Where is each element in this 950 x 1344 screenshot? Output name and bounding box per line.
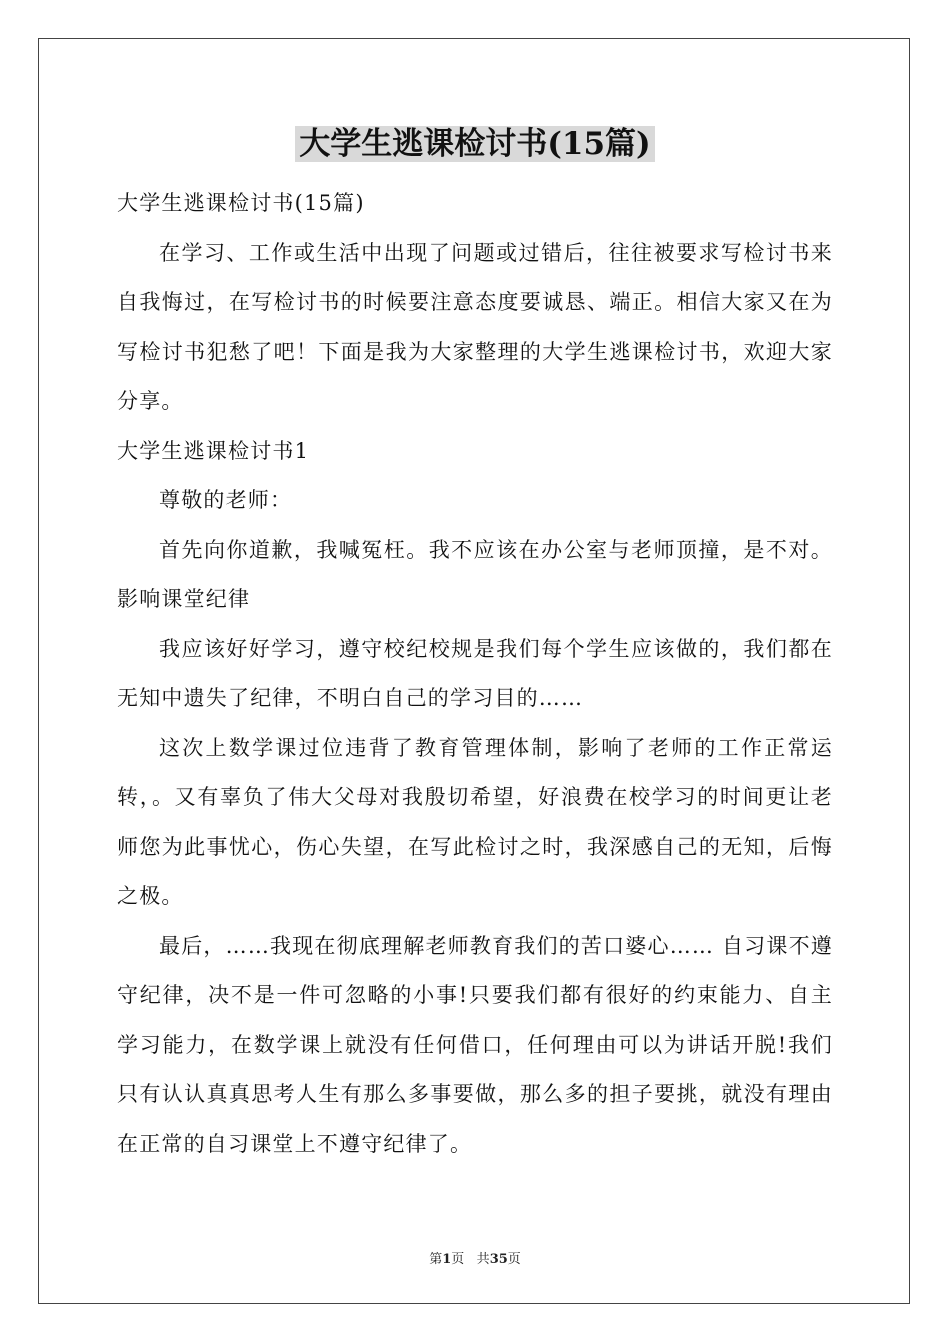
page-number: 1 (442, 1252, 452, 1267)
paragraph: 最后，……我现在彻底理解老师教育我们的苦口婆心…… 自习课不遵守纪律，决不是一件可忽略的小事!只要我们都有很好的约束能力、自主学习能力，在数学课上就没有任何借口，任何理由可以为讲话开脱!我们只有认认真真思考人生有那么多事要做，那么多的担子要挑，就没有理由在正常的自习课堂上不遵守纪律了。 (117, 933, 833, 1156)
paragraph: 尊敬的老师： (159, 488, 293, 512)
page-footer (0, 1248, 950, 1267)
total-pages: 35 (489, 1252, 508, 1267)
page-prefix: 第 (429, 1252, 443, 1267)
document-title (0, 124, 950, 164)
page-suffix: 页 (451, 1252, 465, 1267)
total-prefix: 共 (476, 1252, 490, 1267)
document-body (117, 179, 833, 1169)
paragraph: 首先向你道歉，我喊冤枉。我不应该在办公室与老师顶撞，是不对。影响课堂纪律 (117, 537, 833, 611)
total-suffix: 页 (507, 1252, 521, 1267)
paragraph: 在学习、工作或生活中出现了问题或过错后，往往被要求写检讨书来自我悔过，在写检讨书的时候要注意态度要诚恳、端正。相信大家又在为写检讨书犯愁了吧！下面是我为大家整理的大学生逃课检讨书，欢迎大家分享。 (117, 240, 833, 413)
document-title-text: 大学生逃课检讨书(15篇) (295, 126, 654, 162)
paragraph: 大学生逃课检讨书1 (117, 438, 310, 463)
paragraph: 这次上数学课过位违背了教育管理体制，影响了老师的工作正常运转，。又有辜负了伟大父母对我殷切希望，好浪费在校学习的时间更让老师您为此事忧心，伤心失望，在写此检讨之时，我深感自己的无知，后悔之极。 (117, 735, 833, 908)
paragraph: 大学生逃课检讨书(15篇) (117, 191, 365, 215)
paragraph: 我应该好好学习，遵守校纪校规是我们每个学生应该做的，我们都在无知中遗失了纪律，不明白自己的学习目的…… (117, 636, 833, 710)
